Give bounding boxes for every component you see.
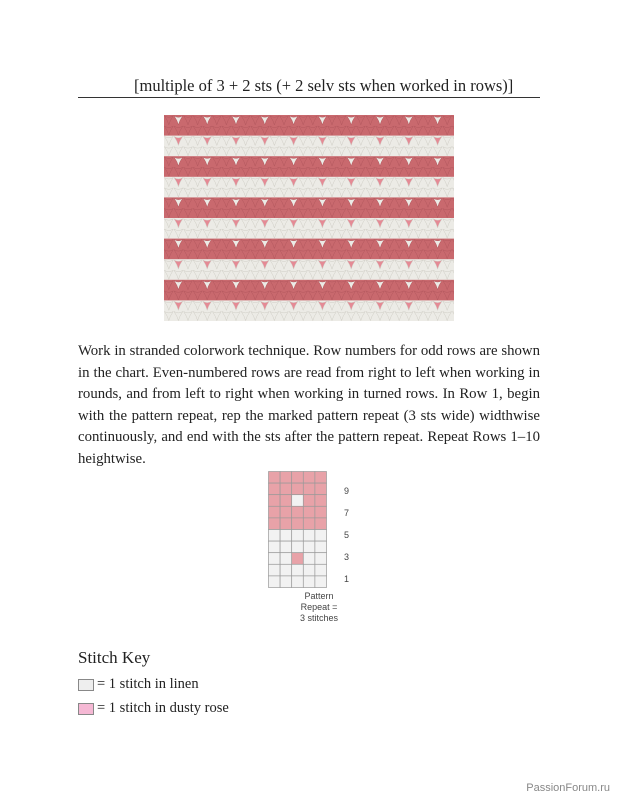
chart-cell-linen [269,553,281,565]
chart-cell-linen [280,530,292,542]
chart-cell-rose [315,495,327,507]
heading-text: [multiple of 3 + 2 sts (+ 2 selv sts when worked in rows)] [134,76,514,95]
chart-cell-rose [292,506,304,518]
chart-cell-rose [303,518,315,530]
chart-cell-rose [315,506,327,518]
chart-cell-rose [315,472,327,484]
chart-cell-linen [292,564,304,576]
chart-cell-linen [269,576,281,588]
stitch-key-rose-label: = 1 stitch in dusty rose [97,700,229,716]
chart-cell-linen [303,541,315,553]
chart-cell-rose [280,472,292,484]
watermark: PassionForum.ru [526,782,610,794]
chart-cell-rose [280,506,292,518]
chart-cell-linen [315,564,327,576]
chart-cell-rose [292,553,304,565]
chart-cell-rose [292,472,304,484]
repeat-label-line-1: Pattern [304,591,334,601]
stitch-key-title: Stitch Key [78,648,151,667]
chart-cell-rose [269,483,281,495]
chart-cell-linen [315,541,327,553]
knitted-swatch-photo [164,115,454,321]
chart-cell-linen [280,564,292,576]
chart-cell-rose [303,483,315,495]
chart-cell-rose [292,518,304,530]
instructions-paragraph: Work in stranded colorwork technique. Row numbers for odd rows are shown in the chart. Even-numbered rows are read from right to left when working in rounds, and from left to right when working in turned rows. In Row 1, begin with the pattern repeat, rep the marked pattern repeat (3 sts wide) widthwise continuously, and end with the sts after the pattern repeat. Repeat Rows 1–10 heightwise. [78,343,540,467]
pattern-multiple-heading [78,76,540,98]
chart-cell-linen [280,553,292,565]
chart-cell-linen [292,541,304,553]
chart-cell-rose [269,472,281,484]
knitted-swatch-image [164,115,454,321]
chart-cell-rose [269,495,281,507]
chart-cell-linen [292,530,304,542]
chart-cell-linen [303,553,315,565]
chart-cell-rose [269,506,281,518]
row-label-7: 7 [344,508,350,518]
chart-cell-linen [280,541,292,553]
chart-cell-linen [315,530,327,542]
chart-cell-linen [280,576,292,588]
chart-cell-rose [303,506,315,518]
chart-cell-linen [269,564,281,576]
chart-cell-rose [315,518,327,530]
repeat-label-line-2: Repeat = [300,602,338,612]
chart-cell-rose [303,495,315,507]
repeat-label-line-3: 3 stitches [299,613,339,623]
chart-cell-rose [292,483,304,495]
chart-cell-linen [315,576,327,588]
row-label-9: 9 [344,486,350,496]
linen-swatch-icon [78,679,94,691]
chart-cell-rose [269,518,281,530]
chart-cell-linen [303,576,315,588]
chart-cell-rose [280,483,292,495]
stitch-key-linen-label: = 1 stitch in linen [97,676,199,692]
stitch-key-rose [78,700,229,717]
chart-cell-rose [280,518,292,530]
chart-cell-rose [303,472,315,484]
row-label-5: 5 [344,530,350,540]
chart-cell-rose [280,495,292,507]
chart-cell-linen [303,530,315,542]
chart-cell-linen [292,576,304,588]
chart-cell-linen [315,553,327,565]
rose-swatch-icon [78,703,94,715]
row-label-1: 1 [344,574,350,584]
chart-cell-linen [269,541,281,553]
pattern-repeat-label [284,591,354,624]
chart-cell-linen [269,530,281,542]
chart-cell-rose [315,483,327,495]
stitch-key-linen [78,676,199,693]
chart-cell-linen [292,495,304,507]
chart-cell-linen [303,564,315,576]
chart-grid [268,471,338,589]
row-label-3: 3 [344,552,350,562]
